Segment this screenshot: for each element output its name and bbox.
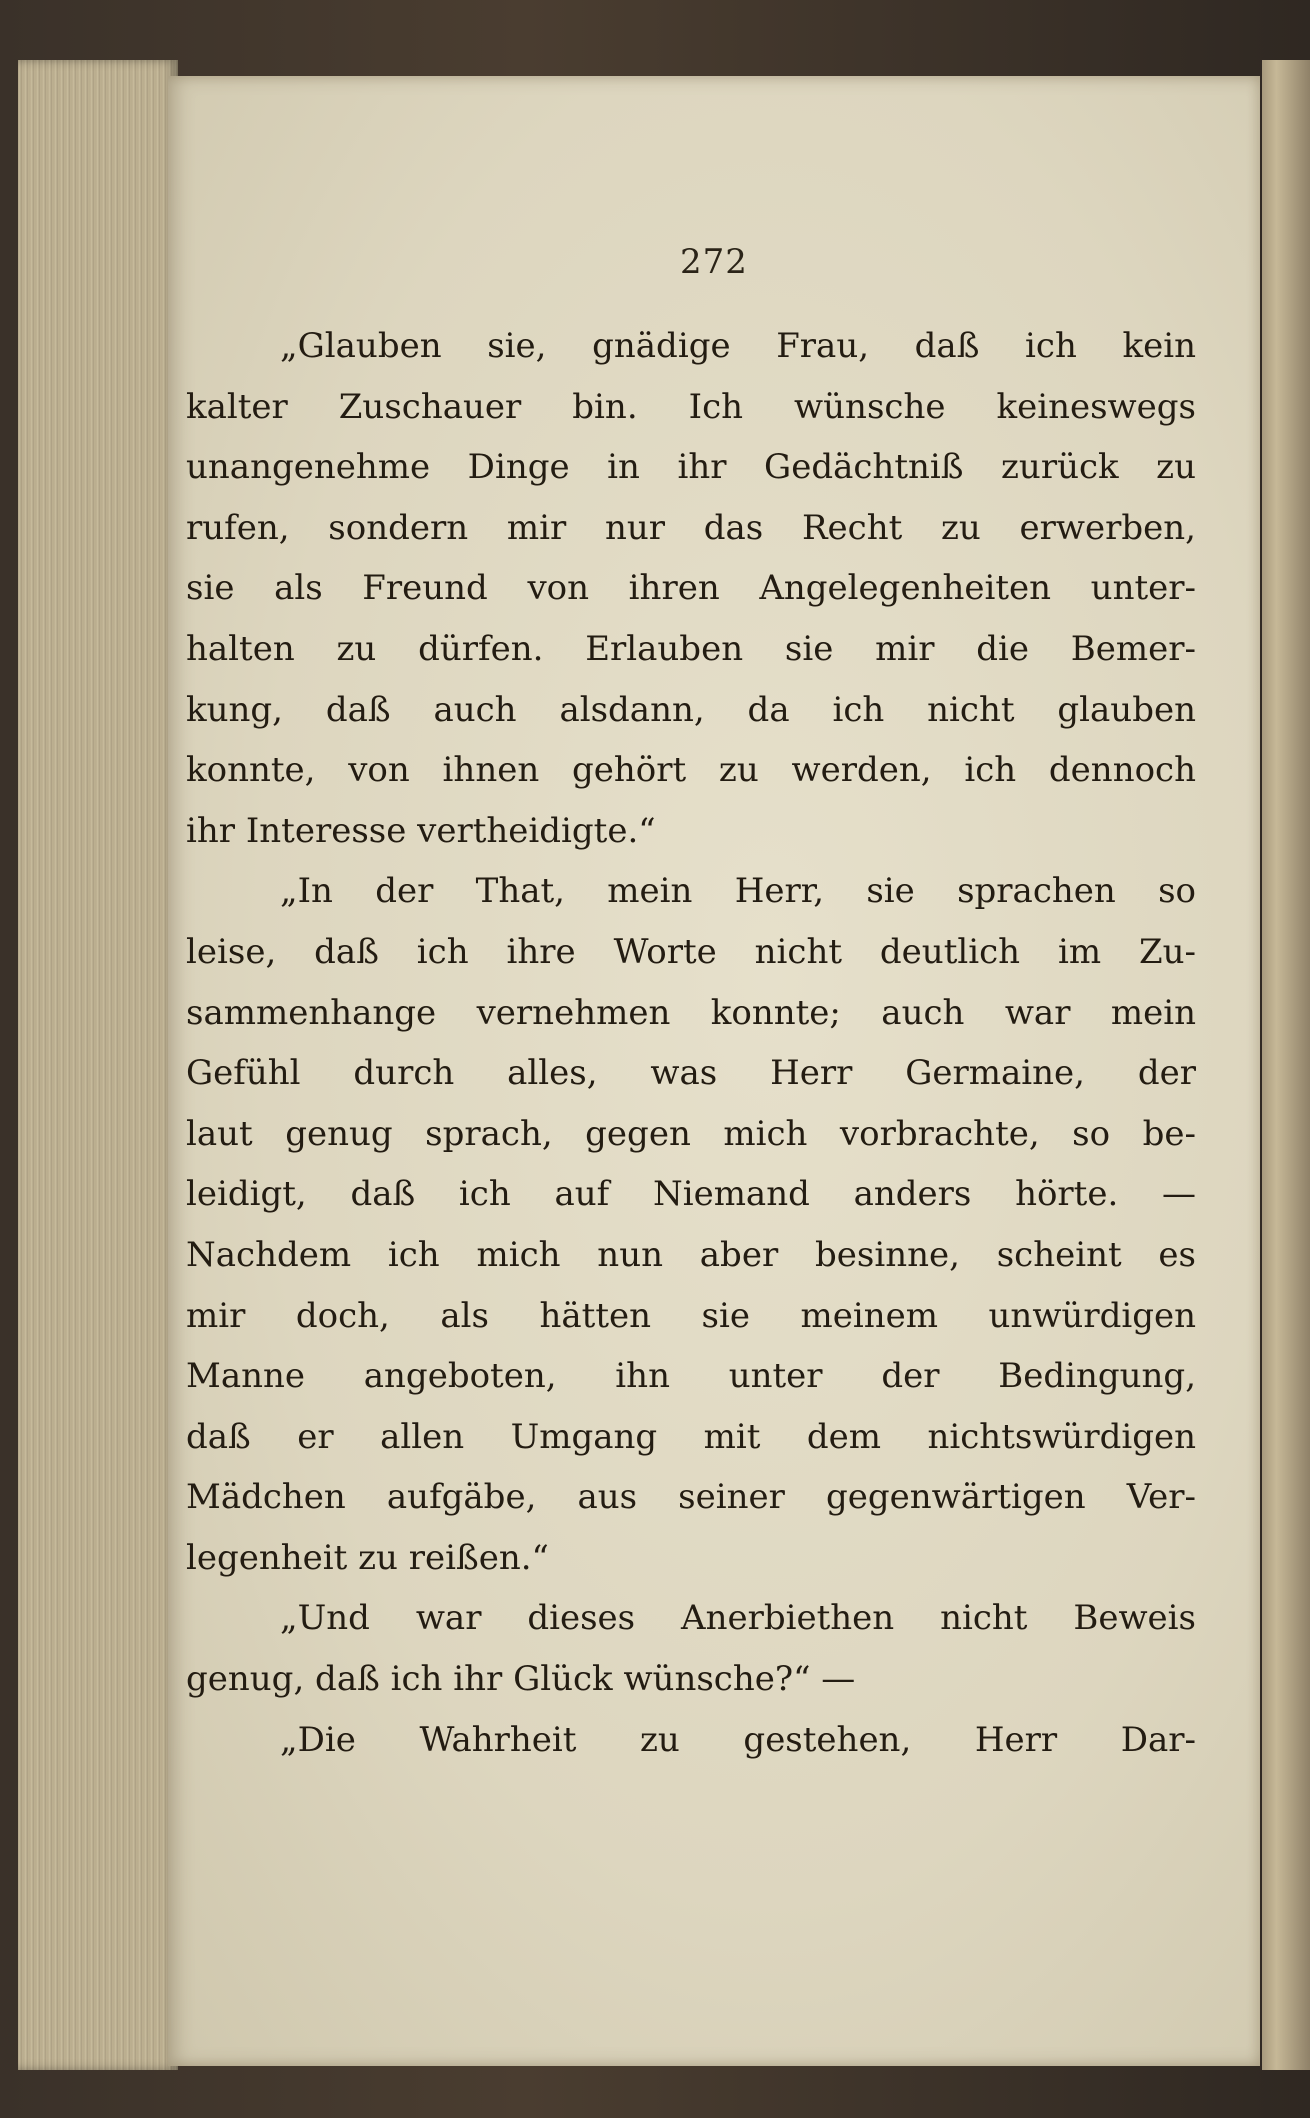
text-line: kung, daß auch alsdann, da ich nicht glauben bbox=[186, 689, 1196, 730]
text-line: genug, daß ich ihr Glück wünsche?“ — bbox=[186, 1659, 856, 1700]
text-line: legenheit zu reißen.“ bbox=[186, 1537, 549, 1578]
text-line: ihr Interesse vertheidigte.“ bbox=[186, 810, 656, 851]
text-line: kalter Zuschauer bin. Ich wünsche keineswegs bbox=[186, 386, 1196, 427]
text-line: konnte, von ihnen gehört zu werden, ich dennoch bbox=[186, 750, 1196, 791]
text-line: „In der That, mein Herr, sie sprachen so bbox=[280, 871, 1196, 912]
paragraph-3 bbox=[186, 1588, 1196, 1709]
page-text bbox=[186, 316, 1196, 1770]
page-edges-right bbox=[1262, 60, 1310, 2070]
text-line: rufen, sondern mir nur das Recht zu erwerben, bbox=[186, 507, 1196, 548]
text-line: „Glauben sie, gnädige Frau, daß ich kein bbox=[280, 326, 1196, 366]
text-line: halten zu dürfen. Erlauben sie mir die Bemer- bbox=[186, 628, 1196, 669]
text-line: mir doch, als hätten sie meinem unwürdigen bbox=[186, 1295, 1196, 1336]
text-line: unangenehme Dinge in ihr Gedächtniß zurück zu bbox=[186, 447, 1196, 488]
text-line: sammenhange vernehmen konnte; auch war mein bbox=[186, 992, 1196, 1033]
text-line: Gefühl durch alles, was Herr Germaine, der bbox=[186, 1053, 1196, 1094]
text-line: laut genug sprach, gegen mich vorbrachte, so be- bbox=[186, 1113, 1196, 1154]
text-line: leidigt, daß ich auf Niemand anders hörte. — bbox=[186, 1174, 1196, 1215]
page-number: 272 bbox=[680, 242, 748, 282]
text-line: Manne angeboten, ihn unter der Bedingung, bbox=[186, 1356, 1196, 1397]
paragraph-1 bbox=[186, 316, 1196, 861]
text-line: sie als Freund von ihren Angelegenheiten unter- bbox=[186, 568, 1196, 609]
paragraph-4 bbox=[186, 1710, 1196, 1771]
text-line: „Die Wahrheit zu gestehen, Herr Dar- bbox=[280, 1719, 1196, 1760]
text-line: „Und war dieses Anerbiethen nicht Beweis bbox=[280, 1598, 1196, 1639]
text-line: leise, daß ich ihre Worte nicht deutlich im Zu- bbox=[186, 931, 1196, 972]
text-line: Mädchen aufgäbe, aus seiner gegenwärtigen Ver- bbox=[186, 1477, 1196, 1518]
text-line: daß er allen Umgang mit dem nichtswürdigen bbox=[186, 1416, 1196, 1457]
paragraph-2 bbox=[186, 861, 1196, 1588]
text-line: Nachdem ich mich nun aber besinne, scheint es bbox=[186, 1234, 1196, 1275]
page-edges-left bbox=[18, 60, 178, 2070]
